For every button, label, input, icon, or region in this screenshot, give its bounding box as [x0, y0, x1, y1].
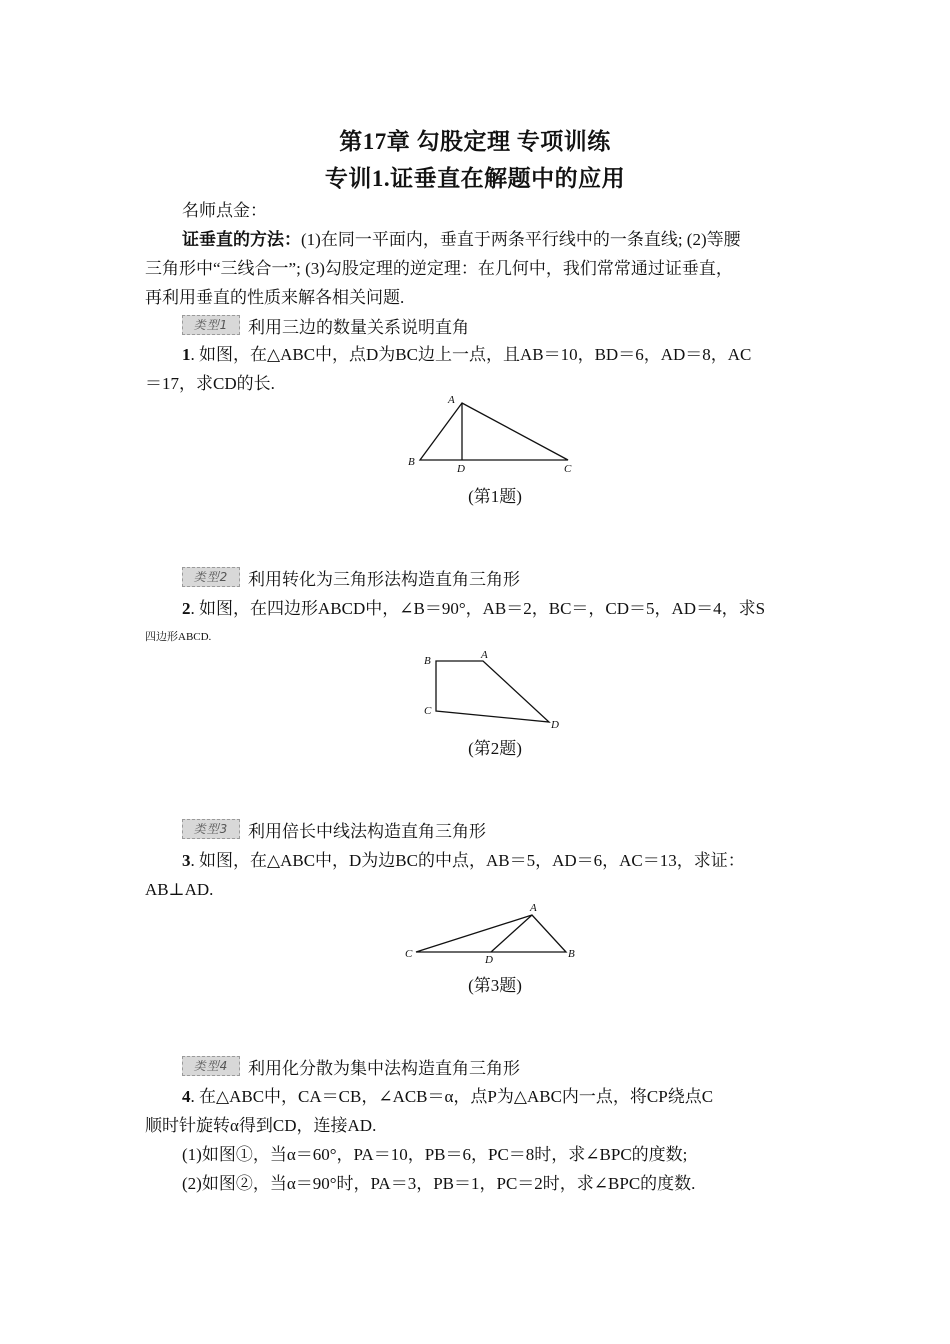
label-d: D	[457, 463, 465, 475]
question-3-line-2: AB⊥AD.	[145, 880, 214, 899]
question-1-line-1: . 如图，在△ABC中，点D为BC边上一点，且AB＝10，BD＝6，AD＝8，AC	[190, 345, 752, 364]
label-a: A	[481, 649, 488, 661]
question-4	[145, 1082, 805, 1198]
figure-1-caption: (第1题)	[468, 487, 522, 506]
label-a: A	[530, 902, 537, 914]
triangle-abc	[420, 403, 568, 460]
type-2-header	[182, 566, 520, 588]
question-4-number: 4	[182, 1087, 191, 1106]
method-label: 证垂直的方法：	[182, 230, 301, 249]
method-paragraph	[145, 225, 805, 312]
question-2-line-2: 四边形ABCD.	[145, 631, 212, 643]
quadrilateral-abcd	[436, 661, 549, 722]
label-b: B	[568, 948, 575, 960]
figure-1	[400, 390, 590, 480]
triangle-abc	[416, 915, 566, 952]
figure-2	[415, 645, 575, 735]
question-3-number: 3	[182, 851, 191, 870]
type-1-badge: 类型1	[182, 315, 240, 335]
type-2-title: 利用转化为三角形法构造直角三角形	[248, 569, 520, 590]
question-1-line-2: ＝17，求CD的长.	[145, 374, 275, 393]
label-c: C	[424, 705, 432, 717]
figure-2-caption: (第2题)	[468, 739, 522, 758]
question-4-line-2: 顺时针旋转α得到CD，连接AD.	[145, 1116, 377, 1135]
question-4-part-2: (2)如图②，当α＝90°时，PA＝3，PB＝1，PC＝2时，求∠BPC的度数.	[182, 1174, 696, 1193]
type-3-header	[182, 818, 486, 840]
label-d: D	[485, 954, 493, 966]
question-3-line-1: . 如图，在△ABC中，D为边BC的中点，AB＝5，AD＝6，AC＝13，求证：	[190, 851, 745, 870]
question-4-line-1: . 在△ABC中，CA＝CB，∠ACB＝α，点P为△ABC内一点，将CP绕点C	[190, 1087, 714, 1106]
question-2-line-1: . 如图，在四边形ABCD中，∠B＝90°，AB＝2，BC＝，CD＝5，AD＝4，求S	[190, 599, 766, 618]
section-title: 专训1.证垂直在解题中的应用	[324, 166, 626, 191]
type-4-title: 利用化分散为集中法构造直角三角形	[248, 1058, 520, 1079]
tips-label: 名师点金：	[182, 201, 267, 220]
label-a: A	[448, 394, 455, 406]
question-2	[145, 594, 805, 652]
type-1-header	[182, 314, 469, 336]
label-c: C	[405, 948, 413, 960]
type-3-badge: 类型3	[182, 819, 240, 839]
label-d: D	[551, 719, 559, 731]
method-text-3: 再利用垂直的性质来解各相关问题.	[145, 288, 405, 307]
figure-3	[400, 900, 590, 970]
figure-3-caption: (第3题)	[468, 976, 522, 995]
type-2-badge: 类型2	[182, 567, 240, 587]
chapter-title: 第17章 勾股定理 专项训练	[339, 129, 611, 154]
question-2-number: 2	[182, 599, 191, 618]
type-4-badge: 类型4	[182, 1056, 240, 1076]
label-b: B	[424, 655, 431, 667]
type-4-header	[182, 1055, 520, 1077]
method-text-1: (1)在同一平面内，垂直于两条平行线中的一条直线; (2)等腰	[301, 230, 741, 249]
method-text-2: 三角形中“三线合一”; (3)勾股定理的逆定理：在几何中，我们常常通过证垂直，	[145, 259, 733, 278]
question-4-part-1: (1)如图①，当α＝60°，PA＝10，PB＝6，PC＝8时，求∠BPC的度数;	[182, 1145, 688, 1164]
question-1-number: 1	[182, 345, 191, 364]
segment-ad	[491, 915, 532, 952]
label-b: B	[408, 456, 415, 468]
question-3	[145, 846, 805, 904]
label-c: C	[564, 463, 572, 475]
type-3-title: 利用倍长中线法构造直角三角形	[248, 821, 486, 842]
type-1-title: 利用三边的数量关系说明直角	[248, 317, 469, 338]
